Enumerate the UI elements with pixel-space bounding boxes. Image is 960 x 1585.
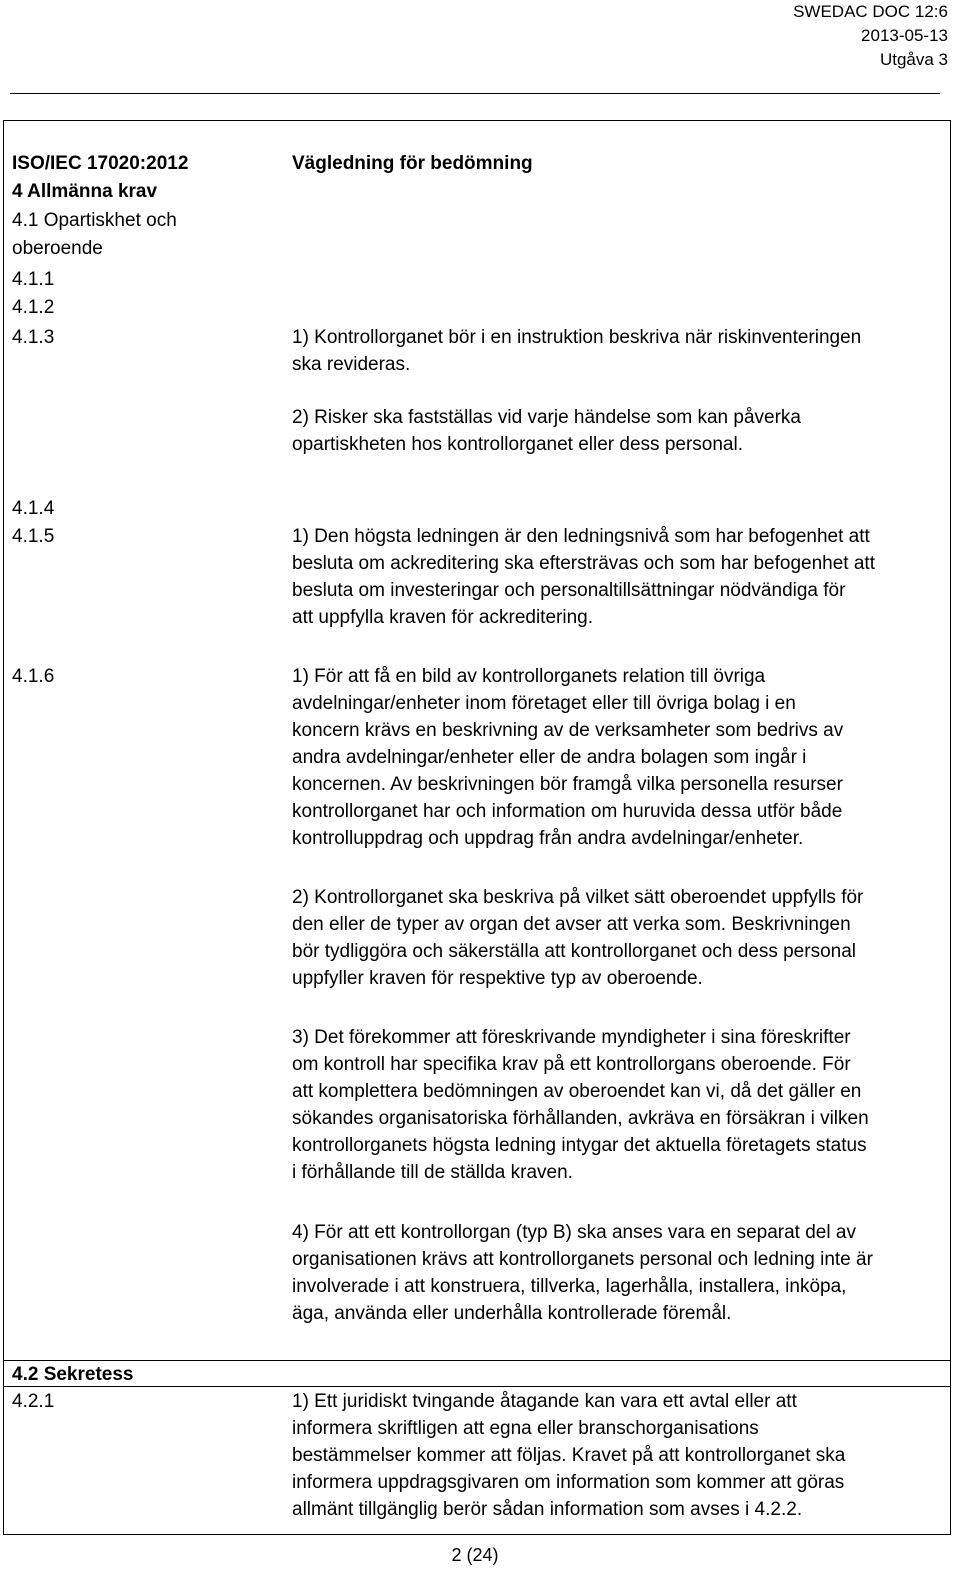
- clause-number: 4.1.6: [12, 666, 55, 687]
- clause-number: 4.1.5: [12, 526, 55, 547]
- column-heading-standard: ISO/IEC 17020:2012: [12, 153, 189, 174]
- text-line: att uppfylla kraven för ackreditering.: [292, 607, 593, 628]
- text-line: 2) Kontrollorganet ska beskriva på vilket sätt oberoendet uppfylls för: [292, 887, 864, 908]
- clause-number: 4.1.2: [12, 297, 55, 318]
- text-line: att komplettera bedömningen av oberoendet kan vi, då det gäller en: [292, 1081, 862, 1102]
- text-line: ska revideras.: [292, 354, 411, 375]
- text-line: 4) För att ett kontrollorgan (typ B) ska anses vara en separat del av: [292, 1222, 856, 1243]
- text-line: informera uppdragsgivaren om information som kommer att göras: [292, 1472, 845, 1493]
- text-line: uppfyller kraven för respektive typ av oberoende.: [292, 968, 703, 989]
- text-line: koncern krävs en beskrivning av de verksamheter som bedrivs av: [292, 720, 844, 741]
- text-line: allmänt tillgänglig berör sådan information som avses i 4.2.2.: [292, 1499, 803, 1520]
- text-line: opartiskheten hos kontrollorganet eller dess personal.: [292, 434, 743, 455]
- text-line: i förhållande till de ställda kraven.: [292, 1162, 573, 1183]
- section-heading: 4 Allmänna krav: [12, 181, 158, 202]
- spacer: [292, 378, 932, 404]
- text-line: kontrollorganet har och information om huruvida dessa utför både: [292, 801, 843, 822]
- guidance-text-4-1-6-p3: [292, 1024, 932, 1186]
- clause-number: 4.2.1: [12, 1391, 55, 1412]
- text-line: äga, använda eller underhålla kontrollerade föremål.: [292, 1303, 732, 1324]
- clause-number: 4.1.4: [12, 498, 55, 519]
- section-heading: 4.2 Sekretess: [12, 1364, 134, 1385]
- doc-id: SWEDAC DOC 12:6: [793, 2, 948, 21]
- column-heading-guidance: Vägledning för bedömning: [292, 153, 533, 174]
- document-header: [793, 0, 948, 72]
- text-line: involverade i att konstruera, tillverka, lagerhålla, installera, inköpa,: [292, 1276, 847, 1297]
- guidance-text-4-1-6-p4: [292, 1219, 932, 1327]
- text-line: 1) Den högsta ledningen är den ledningsnivå som har befogenhet att: [292, 526, 870, 547]
- text-line: avdelningar/enheter inom företaget eller till övriga bolag i en: [292, 693, 796, 714]
- clause-number: 4.1.3: [12, 327, 55, 348]
- text-line: den eller de typer av organ det avser att verka som. Beskrivningen: [292, 914, 851, 935]
- page-footer: [0, 1544, 960, 1566]
- text-line: kontrollorganets högsta ledning intygar det aktuella företagets status: [292, 1135, 867, 1156]
- text-line: om kontroll har specifika krav på ett kontrollorgans oberoende. För: [292, 1054, 851, 1075]
- text-line: 3) Det förekommer att föreskrivande myndigheter i sina föreskrifter: [292, 1027, 851, 1048]
- text-line: kontrolluppdrag och uppdrag från andra avdelningar/enheter.: [292, 828, 804, 849]
- guidance-text-4-2-1: [292, 1388, 932, 1523]
- text-line: 2) Risker ska fastställas vid varje händelse som kan påverka: [292, 407, 802, 428]
- text-line: informera skriftligen att egna eller branschorganisations: [292, 1418, 759, 1439]
- text-line: bör tydliggöra och säkerställa att kontrollorganet och dess personal: [292, 941, 856, 962]
- doc-edition: Utgåva 3: [879, 50, 948, 69]
- text-line: 1) Ett juridiskt tvingande åtagande kan vara ett avtal eller att: [292, 1391, 797, 1412]
- text-line: andra avdelningar/enheter eller de andra bolagen som ingår i: [292, 747, 807, 768]
- text-line: koncernen. Av beskrivningen bör framgå vilka personella resurser: [292, 774, 843, 795]
- guidance-text-4-1-5: [292, 523, 932, 631]
- page-number: 2 (24): [451, 1545, 499, 1565]
- text-line: besluta om investeringar och personaltillsättningar nödvändiga för: [292, 580, 846, 601]
- text-line: besluta om ackreditering ska eftersträvas och som har befogenhet att: [292, 553, 875, 574]
- doc-date: 2013-05-13: [861, 26, 948, 45]
- text-line: 1) För att få en bild av kontrollorganets relation till övriga: [292, 666, 766, 687]
- text-line: sökandes organisatoriska förhållanden, avkräva en försäkran i vilken: [292, 1108, 869, 1129]
- text-line: bestämmelser kommer att följas. Kravet på att kontrollorganet ska: [292, 1445, 846, 1466]
- guidance-text-4-1-6-p1: [292, 663, 932, 852]
- text-line: organisationen krävs att kontrollorganets personal och ledning inte är: [292, 1249, 873, 1270]
- clause-number: 4.1.1: [12, 269, 55, 290]
- section-heading: oberoende: [12, 238, 103, 259]
- header-rule: [10, 93, 940, 94]
- guidance-text-4-1-3: [292, 324, 932, 458]
- guidance-text-4-1-6-p2: [292, 884, 932, 992]
- section-heading: 4.1 Opartiskhet och: [12, 210, 177, 231]
- text-line: 1) Kontrollorganet bör i en instruktion beskriva när riskinventeringen: [292, 327, 862, 348]
